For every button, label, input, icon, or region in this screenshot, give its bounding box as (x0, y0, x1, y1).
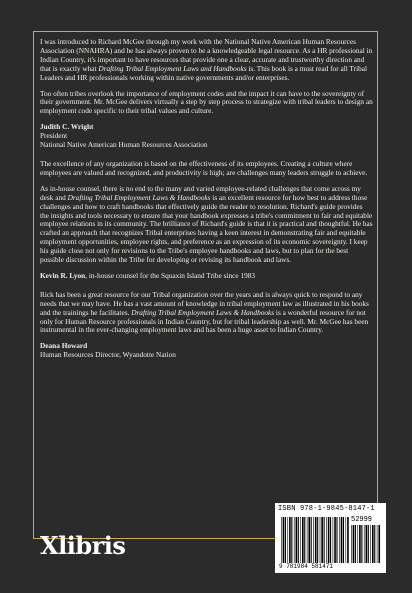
isbn-barcode (275, 503, 386, 573)
price-code: 52999 (351, 516, 373, 524)
review1-paragraph1 (40, 38, 373, 83)
review1-paragraph2: Too often tribes overlook the importance of employment codes and the impact it can have to the sovereignty of their government. Mr. McGee delivers virtually a step by step process to strategize with tribal leaders to design an employment code specific to their tribal values and culture. (40, 88, 373, 116)
barcode-bars (281, 517, 349, 563)
review3-paragraph1 (40, 291, 373, 336)
review1-text-b: is. This book is a must read for all Tribal Leaders and HR professionals working within native governments and/or enterprises. (40, 63, 368, 82)
barcode-addon-bars (351, 525, 381, 563)
review3-text-a: Rick has been a great resource for our Tribal organization over the years and is always quick to respond to any needs that we may have. He has a vast amount of knowledge in tribal employment law as illustrated in his books and the trainings he facilitates. (40, 289, 369, 317)
review1-text-a: I was introduced to Richard McGee through my work with the National Native American Human Resources Association (NNAHRA) and he has always proven to be a knowledgeable legal resource. As a HR professional in Indian Country, it's important to have resources that provide one a clear, accurate and trustworthy direction and that is exactly what (40, 37, 373, 73)
review2-text-b: is an excellent resource for how best to address those challenges and how to craft handbooks that effectively guide the reader to resolution. Richard's guide provides the insights and tools necessary to ensure that your handbook expresses a tribe's commitment to fair and equitable employee relations in its community. The brilliance of Richard's guide is that it is practical and thoughtful. He has crafted an approach that recognizes Tribal enterprises having a keen interest in demonstrating fair and equitable employment opportunities, employee rights, and preference as an expression of its economic sovereignty. I keep his guide close not only for revisions to the Tribe's employee handbooks and laws, but to plan for the best possible discussion within the Tribe for developing or revising its handbook and laws. (40, 192, 373, 265)
review2-paragraph1: The excellence of any organization is based on the effectiveness of its employees. Creating a culture where employees are valued and recognized, and productivity is high; are challenges many leaders struggle to achieve. (40, 158, 368, 177)
review2-signature (40, 272, 373, 281)
reviewer-organization: National Native American Human Resources Association (40, 140, 208, 150)
book-title-italic: Drafting Tribal Employment Laws & Handbooks (67, 192, 211, 202)
back-cover-text (40, 38, 373, 367)
review3-text-b: is a wonderful resource for not only for Human Resource professionals in Indian Country, but for tribal leadership as well. Mr. McGee has been instrumental in the ever-changing employment laws and has been a huge asset to Indian Country. (40, 307, 369, 335)
barcode-digits: 9 781984 581471 (279, 563, 334, 570)
reviewer-name: Kevin R. Lyon (40, 270, 86, 280)
publisher-logo: Xlibris (40, 531, 126, 560)
reviewer-title: President (40, 131, 68, 141)
review1-signature (40, 123, 373, 150)
reviewer-title: Human Resources Director, Wyandotte Nation (40, 350, 176, 360)
book-title-italic: Drafting Tribal Employment Laws & Handbooks (131, 307, 275, 317)
reviewer-role: , in-house counsel for the Squaxin Island Tribe since 1983 (85, 270, 256, 280)
review2-paragraph2 (40, 185, 373, 265)
review2-text-a: As in-house counsel, there is no end to the many and varied employee-related challenges that come across my desk and (40, 183, 361, 202)
isbn-label: ISBN 978-1-9845-8147-1 (278, 505, 375, 513)
review3-signature (40, 342, 373, 360)
book-title-italic: Drafting Tribal Employment Laws and Handbooks (98, 63, 247, 73)
reviewer-name: Deana Howard (40, 341, 88, 351)
reviewer-name: Judith C. Wright (40, 122, 94, 132)
